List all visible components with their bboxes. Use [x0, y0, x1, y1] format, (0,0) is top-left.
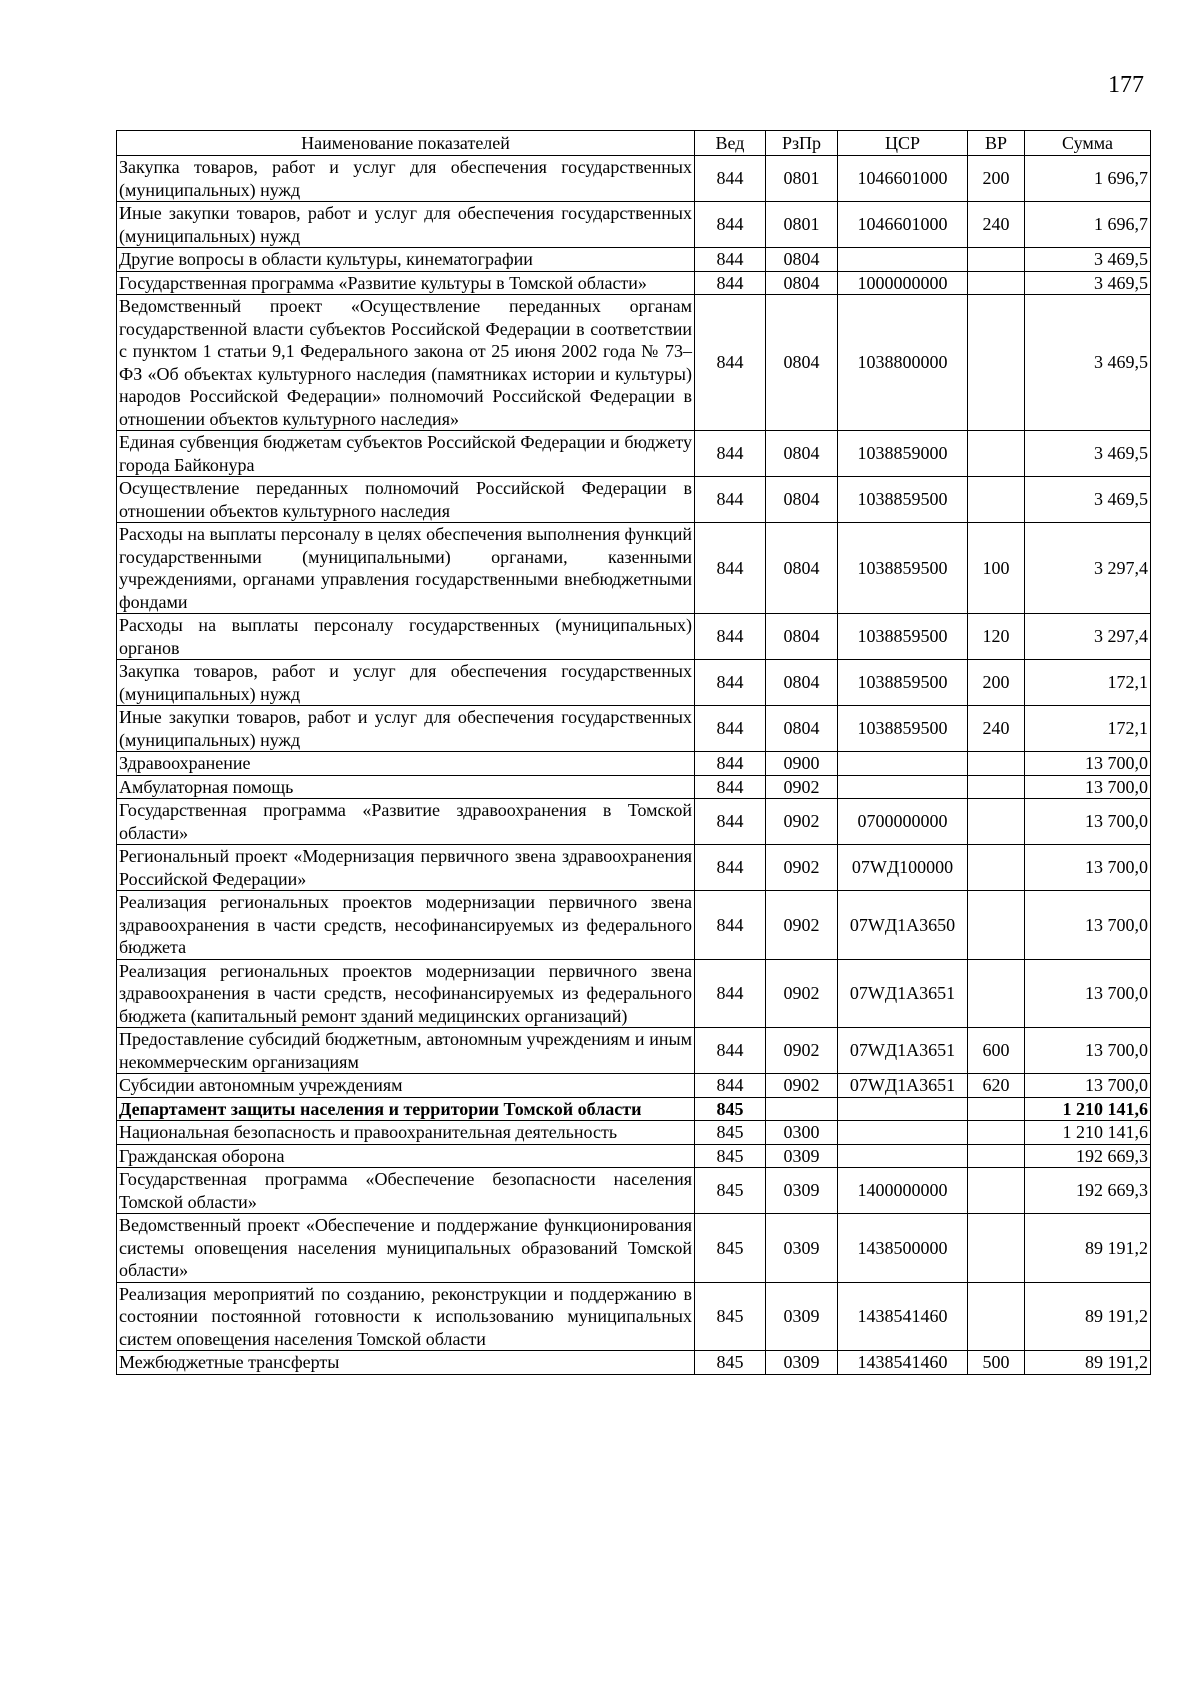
- cell-sum: 172,1: [1025, 706, 1151, 752]
- cell-ved: 844: [695, 156, 766, 202]
- cell-name: Региональный проект «Модернизация первичного звена здравоохранения Российской Федерации»: [117, 845, 695, 891]
- cell-rzpr: 0902: [766, 845, 838, 891]
- cell-rzpr: 0804: [766, 477, 838, 523]
- cell-name: Реализация региональных проектов модернизации первичного звена здравоохранения в части средств, несофинансируемых из федерального бюджета (капитальный ремонт зданий медицинских организаций): [117, 959, 695, 1028]
- cell-sum: 89 191,2: [1025, 1282, 1151, 1351]
- header-name: Наименование показателей: [117, 131, 695, 156]
- cell-vr: [968, 431, 1025, 477]
- cell-vr: 620: [968, 1074, 1025, 1098]
- cell-vr: [968, 1121, 1025, 1145]
- cell-sum: 13 700,0: [1025, 845, 1151, 891]
- cell-vr: 100: [968, 523, 1025, 614]
- cell-ved: 845: [695, 1121, 766, 1145]
- table-row: [117, 1282, 1151, 1351]
- cell-sum: 89 191,2: [1025, 1351, 1151, 1375]
- cell-ved: 844: [695, 891, 766, 960]
- cell-name: Межбюджетные трансферты: [117, 1351, 695, 1375]
- header-rzpr: РзПр: [766, 131, 838, 156]
- cell-rzpr: 0801: [766, 202, 838, 248]
- table-header-row: [117, 131, 1151, 156]
- header-csr: ЦСР: [838, 131, 968, 156]
- cell-rzpr: 0804: [766, 431, 838, 477]
- cell-csr: [838, 775, 968, 799]
- cell-name: Государственная программа «Развитие культуры в Томской области»: [117, 271, 695, 295]
- table-row: [117, 845, 1151, 891]
- cell-rzpr: 0902: [766, 799, 838, 845]
- cell-name: Национальная безопасность и правоохранительная деятельность: [117, 1121, 695, 1145]
- table-row: [117, 660, 1151, 706]
- cell-sum: 3 469,5: [1025, 431, 1151, 477]
- cell-rzpr: 0309: [766, 1351, 838, 1375]
- cell-vr: 500: [968, 1351, 1025, 1375]
- cell-rzpr: 0801: [766, 156, 838, 202]
- cell-csr: 07WД1А3651: [838, 1028, 968, 1074]
- cell-name: Иные закупки товаров, работ и услуг для обеспечения государственных (муниципальных) нужд: [117, 202, 695, 248]
- cell-vr: [968, 959, 1025, 1028]
- cell-csr: [838, 752, 968, 776]
- cell-csr: 1038859500: [838, 477, 968, 523]
- cell-vr: 120: [968, 614, 1025, 660]
- cell-vr: [968, 845, 1025, 891]
- cell-ved: 844: [695, 799, 766, 845]
- table-row: [117, 1097, 1151, 1121]
- cell-rzpr: 0309: [766, 1214, 838, 1283]
- cell-rzpr: 0902: [766, 891, 838, 960]
- table-row: [117, 156, 1151, 202]
- cell-csr: 07WД1А3651: [838, 1074, 968, 1098]
- cell-csr: 1438500000: [838, 1214, 968, 1283]
- table-row: [117, 891, 1151, 960]
- cell-ved: 845: [695, 1214, 766, 1283]
- cell-vr: 600: [968, 1028, 1025, 1074]
- cell-csr: 1438541460: [838, 1282, 968, 1351]
- cell-sum: 13 700,0: [1025, 891, 1151, 960]
- cell-csr: 1038800000: [838, 295, 968, 431]
- cell-rzpr: 0900: [766, 752, 838, 776]
- cell-vr: [968, 271, 1025, 295]
- cell-csr: 1046601000: [838, 156, 968, 202]
- cell-ved: 844: [695, 660, 766, 706]
- cell-rzpr: 0902: [766, 959, 838, 1028]
- cell-rzpr: 0804: [766, 660, 838, 706]
- cell-sum: 192 669,3: [1025, 1168, 1151, 1214]
- cell-vr: [968, 248, 1025, 272]
- cell-name: Реализация региональных проектов модернизации первичного звена здравоохранения в части средств, несофинансируемых из федерального бюджета: [117, 891, 695, 960]
- cell-ved: 844: [695, 845, 766, 891]
- table-row: [117, 523, 1151, 614]
- cell-csr: [838, 1097, 968, 1121]
- cell-vr: 240: [968, 202, 1025, 248]
- table-row: [117, 271, 1151, 295]
- cell-csr: 0700000000: [838, 799, 968, 845]
- cell-sum: 192 669,3: [1025, 1144, 1151, 1168]
- cell-vr: [968, 1144, 1025, 1168]
- table-row: [117, 477, 1151, 523]
- cell-sum: 89 191,2: [1025, 1214, 1151, 1283]
- cell-rzpr: 0309: [766, 1282, 838, 1351]
- table-body: [117, 156, 1151, 1375]
- cell-vr: 240: [968, 706, 1025, 752]
- table-row: [117, 295, 1151, 431]
- cell-sum: 3 469,5: [1025, 477, 1151, 523]
- cell-ved: 845: [695, 1097, 766, 1121]
- cell-name: Ведомственный проект «Обеспечение и поддержание функционирования системы оповещения населения муниципальных образований Томской области»: [117, 1214, 695, 1283]
- cell-name: Амбулаторная помощь: [117, 775, 695, 799]
- cell-ved: 845: [695, 1351, 766, 1375]
- cell-csr: 1038859500: [838, 523, 968, 614]
- cell-vr: 200: [968, 156, 1025, 202]
- cell-rzpr: 0902: [766, 1028, 838, 1074]
- cell-name: Государственная программа «Обеспечение безопасности населения Томской области»: [117, 1168, 695, 1214]
- cell-rzpr: 0804: [766, 271, 838, 295]
- cell-ved: 844: [695, 431, 766, 477]
- cell-csr: 07WД100000: [838, 845, 968, 891]
- table-row: [117, 1074, 1151, 1098]
- cell-ved: 844: [695, 775, 766, 799]
- table-row: [117, 1168, 1151, 1214]
- cell-name: Закупка товаров, работ и услуг для обеспечения государственных (муниципальных) нужд: [117, 660, 695, 706]
- cell-csr: 07WД1А3651: [838, 959, 968, 1028]
- cell-csr: [838, 1121, 968, 1145]
- cell-csr: 1438541460: [838, 1351, 968, 1375]
- budget-table: [116, 130, 1151, 1375]
- table-row: [117, 706, 1151, 752]
- cell-vr: [968, 752, 1025, 776]
- cell-rzpr: 0309: [766, 1144, 838, 1168]
- cell-ved: 844: [695, 295, 766, 431]
- cell-sum: 3 297,4: [1025, 523, 1151, 614]
- cell-name: Расходы на выплаты персоналу государственных (муниципальных) органов: [117, 614, 695, 660]
- cell-sum: 13 700,0: [1025, 775, 1151, 799]
- table-row: [117, 959, 1151, 1028]
- cell-rzpr: 0804: [766, 614, 838, 660]
- page-number: 177: [1108, 72, 1144, 98]
- table-row: [117, 202, 1151, 248]
- cell-rzpr: 0902: [766, 775, 838, 799]
- cell-name: Государственная программа «Развитие здравоохранения в Томской области»: [117, 799, 695, 845]
- cell-csr: 1038859500: [838, 660, 968, 706]
- cell-rzpr: 0300: [766, 1121, 838, 1145]
- table-row: [117, 248, 1151, 272]
- cell-sum: 1 696,7: [1025, 202, 1151, 248]
- cell-name: Единая субвенция бюджетам субъектов Российской Федерации и бюджету города Байконура: [117, 431, 695, 477]
- cell-vr: [968, 1214, 1025, 1283]
- cell-csr: 1038859000: [838, 431, 968, 477]
- table-row: [117, 614, 1151, 660]
- cell-name: Здравоохранение: [117, 752, 695, 776]
- cell-sum: 3 297,4: [1025, 614, 1151, 660]
- cell-sum: 3 469,5: [1025, 248, 1151, 272]
- header-ved: Вед: [695, 131, 766, 156]
- cell-rzpr: 0804: [766, 706, 838, 752]
- cell-vr: [968, 1097, 1025, 1121]
- table-row: [117, 1214, 1151, 1283]
- cell-vr: [968, 477, 1025, 523]
- header-vr: ВР: [968, 131, 1025, 156]
- cell-sum: 1 210 141,6: [1025, 1121, 1151, 1145]
- cell-sum: 1 696,7: [1025, 156, 1151, 202]
- cell-rzpr: 0804: [766, 295, 838, 431]
- cell-ved: 844: [695, 752, 766, 776]
- table-row: [117, 1028, 1151, 1074]
- cell-name: Ведомственный проект «Осуществление переданных органам государственной власти субъектов Российской Федерации в соответствии с пунктом 1 статьи 9,1 Федерального закона от 25 июня 2002 года № 73–ФЗ «Об объектах культурного наследия (памятниках истории и культуры) народов Российской Федерации» полномочий Российской Федерации в отношении объектов культурного наследия»: [117, 295, 695, 431]
- cell-vr: [968, 1282, 1025, 1351]
- cell-rzpr: 0902: [766, 1074, 838, 1098]
- cell-sum: 13 700,0: [1025, 1074, 1151, 1098]
- cell-sum: 3 469,5: [1025, 295, 1151, 431]
- cell-name: Закупка товаров, работ и услуг для обеспечения государственных (муниципальных) нужд: [117, 156, 695, 202]
- cell-ved: 845: [695, 1144, 766, 1168]
- table-row: [117, 1351, 1151, 1375]
- cell-csr: [838, 1144, 968, 1168]
- cell-sum: 1 210 141,6: [1025, 1097, 1151, 1121]
- cell-csr: 1038859500: [838, 614, 968, 660]
- cell-sum: 172,1: [1025, 660, 1151, 706]
- cell-rzpr: 0804: [766, 248, 838, 272]
- cell-ved: 844: [695, 271, 766, 295]
- cell-sum: 13 700,0: [1025, 799, 1151, 845]
- cell-vr: [968, 891, 1025, 960]
- cell-ved: 844: [695, 614, 766, 660]
- header-sum: Сумма: [1025, 131, 1151, 156]
- cell-ved: 844: [695, 706, 766, 752]
- cell-name: Расходы на выплаты персоналу в целях обеспечения выполнения функций государственными (муниципальными) органами, казенными учреждениями, органами управления государственными внебюджетными фондами: [117, 523, 695, 614]
- cell-ved: 844: [695, 1028, 766, 1074]
- cell-name: Осуществление переданных полномочий Российской Федерации в отношении объектов культурного наследия: [117, 477, 695, 523]
- cell-name: Реализация мероприятий по созданию, реконструкции и поддержанию в состоянии постоянной готовности к использованию муниципальных систем оповещения населения Томской области: [117, 1282, 695, 1351]
- cell-csr: [838, 248, 968, 272]
- cell-rzpr: 0309: [766, 1168, 838, 1214]
- cell-rzpr: 0804: [766, 523, 838, 614]
- cell-rzpr: [766, 1097, 838, 1121]
- table-row: [117, 431, 1151, 477]
- cell-ved: 844: [695, 477, 766, 523]
- table-row: [117, 1144, 1151, 1168]
- cell-ved: 844: [695, 523, 766, 614]
- table-row: [117, 775, 1151, 799]
- cell-csr: 1400000000: [838, 1168, 968, 1214]
- cell-name: Другие вопросы в области культуры, кинематографии: [117, 248, 695, 272]
- cell-sum: 13 700,0: [1025, 1028, 1151, 1074]
- cell-csr: 1046601000: [838, 202, 968, 248]
- table-row: [117, 1121, 1151, 1145]
- cell-ved: 844: [695, 248, 766, 272]
- cell-vr: 200: [968, 660, 1025, 706]
- cell-vr: [968, 295, 1025, 431]
- cell-vr: [968, 1168, 1025, 1214]
- cell-name: Департамент защиты населения и территории Томской области: [117, 1097, 695, 1121]
- cell-sum: 13 700,0: [1025, 959, 1151, 1028]
- table-row: [117, 752, 1151, 776]
- cell-name: Предоставление субсидий бюджетным, автономным учреждениям и иным некоммерческим организациям: [117, 1028, 695, 1074]
- cell-ved: 845: [695, 1168, 766, 1214]
- cell-ved: 845: [695, 1282, 766, 1351]
- cell-csr: 1038859500: [838, 706, 968, 752]
- cell-name: Иные закупки товаров, работ и услуг для обеспечения государственных (муниципальных) нужд: [117, 706, 695, 752]
- cell-ved: 844: [695, 202, 766, 248]
- cell-csr: 07WД1А3650: [838, 891, 968, 960]
- cell-vr: [968, 799, 1025, 845]
- cell-sum: 13 700,0: [1025, 752, 1151, 776]
- cell-csr: 1000000000: [838, 271, 968, 295]
- cell-vr: [968, 775, 1025, 799]
- cell-sum: 3 469,5: [1025, 271, 1151, 295]
- cell-name: Гражданская оборона: [117, 1144, 695, 1168]
- cell-ved: 844: [695, 1074, 766, 1098]
- table-row: [117, 799, 1151, 845]
- cell-ved: 844: [695, 959, 766, 1028]
- cell-name: Субсидии автономным учреждениям: [117, 1074, 695, 1098]
